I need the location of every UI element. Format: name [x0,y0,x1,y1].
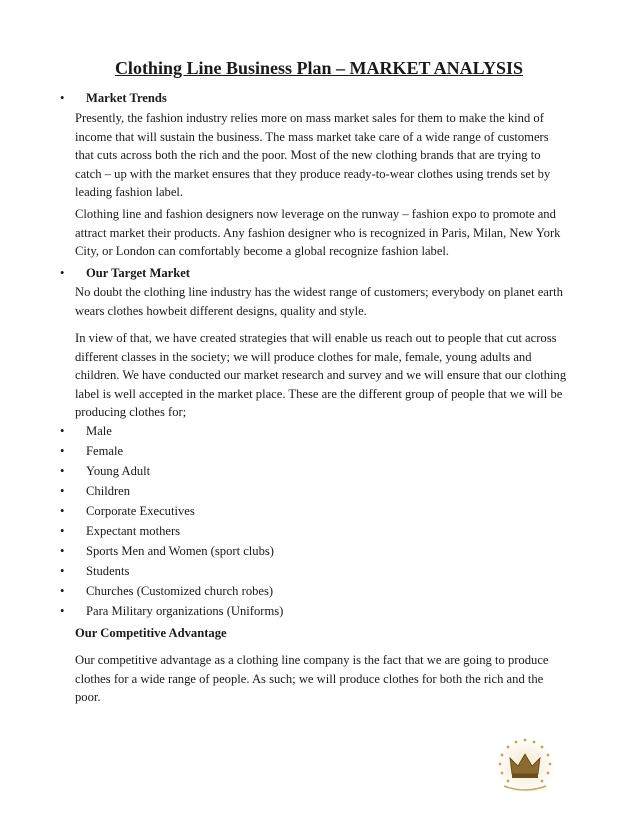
list-item [60,481,130,501]
crown-logo-icon [492,736,558,796]
list-item [60,461,150,481]
bullet-icon: • [60,604,65,618]
paragraph-target-market-2: In view of that, we have created strategies that will enable us reach out to people that cut across different classes in the society; we will produce clothes for male, female, young adults and children. We have conducted our market research and survey and we will ensure that our clothing label is well accepted in the market place. These are the different group of people that we will be producing clothes for; [75,331,567,420]
bullet-icon: • [60,424,65,438]
list-item-text: Expectant mothers [86,524,181,538]
heading-target-market: Our Target Market [86,266,191,280]
list-item-text: Female [86,444,124,458]
page-title: Clothing Line Business Plan – MARKET ANALYSIS [114,58,524,78]
bullet-icon: • [60,504,65,518]
list-item-text: Young Adult [86,464,151,478]
bullet-icon: • [60,91,65,105]
paragraph-competitive-advantage: Our competitive advantage as a clothing line company is the fact that we are going to produce clothes for a wide range of people. As such; we will produce clothes for both the rich and the poor. [75,653,549,705]
bullet-icon: • [60,584,65,598]
list-item-text: Students [86,564,130,578]
list-item-text: Corporate Executives [86,504,195,518]
list-item [60,501,195,521]
list-item [60,581,273,601]
paragraph-market-trends-2: Clothing line and fashion designers now leverage on the runway – fashion expo to promote and attract market their products. Any fashion designer who is recognized in Paris, Milan, New York City, or London can comfortably become a global recognize fashion label. [75,207,561,259]
bullet-icon: • [60,544,65,558]
list-item [60,441,123,461]
paragraph-market-trends-1: Presently, the fashion industry relies more on mass market sales for them to make the kind of income that will sustain the business. The mass market take care of a wide range of customers that cuts across both the rich and the poor. Most of the new clothing brands that are trying to catch – up with the market ensures that they produce ready-to-wear clothes using trends set by leading fashion label. [75,111,551,200]
list-item [60,541,274,561]
section-heading-target-market [60,263,190,283]
list-item [60,561,129,581]
list-item-text: Male [86,424,112,438]
bullet-icon: • [60,484,65,498]
section-heading-market-trends [60,88,167,108]
heading-competitive-advantage: Our Competitive Advantage [75,626,227,640]
bullet-icon: • [60,464,65,478]
paragraph-target-market-1: No doubt the clothing line industry has the widest range of customers; everybody on planet earth wears clothes howbeit different designs, quality and style. [75,285,563,318]
bullet-icon: • [60,444,65,458]
list-item [60,421,112,441]
list-item-text: Sports Men and Women (sport clubs) [86,544,274,558]
list-item-text: Children [86,484,131,498]
bullet-icon: • [60,266,65,280]
bullet-icon: • [60,564,65,578]
list-item-text: Para Military organizations (Uniforms) [86,604,284,618]
bullet-icon: • [60,524,65,538]
list-item [60,521,180,541]
list-item-text: Churches (Customized church robes) [86,584,274,598]
list-item [60,601,283,621]
heading-market-trends: Market Trends [86,91,167,105]
